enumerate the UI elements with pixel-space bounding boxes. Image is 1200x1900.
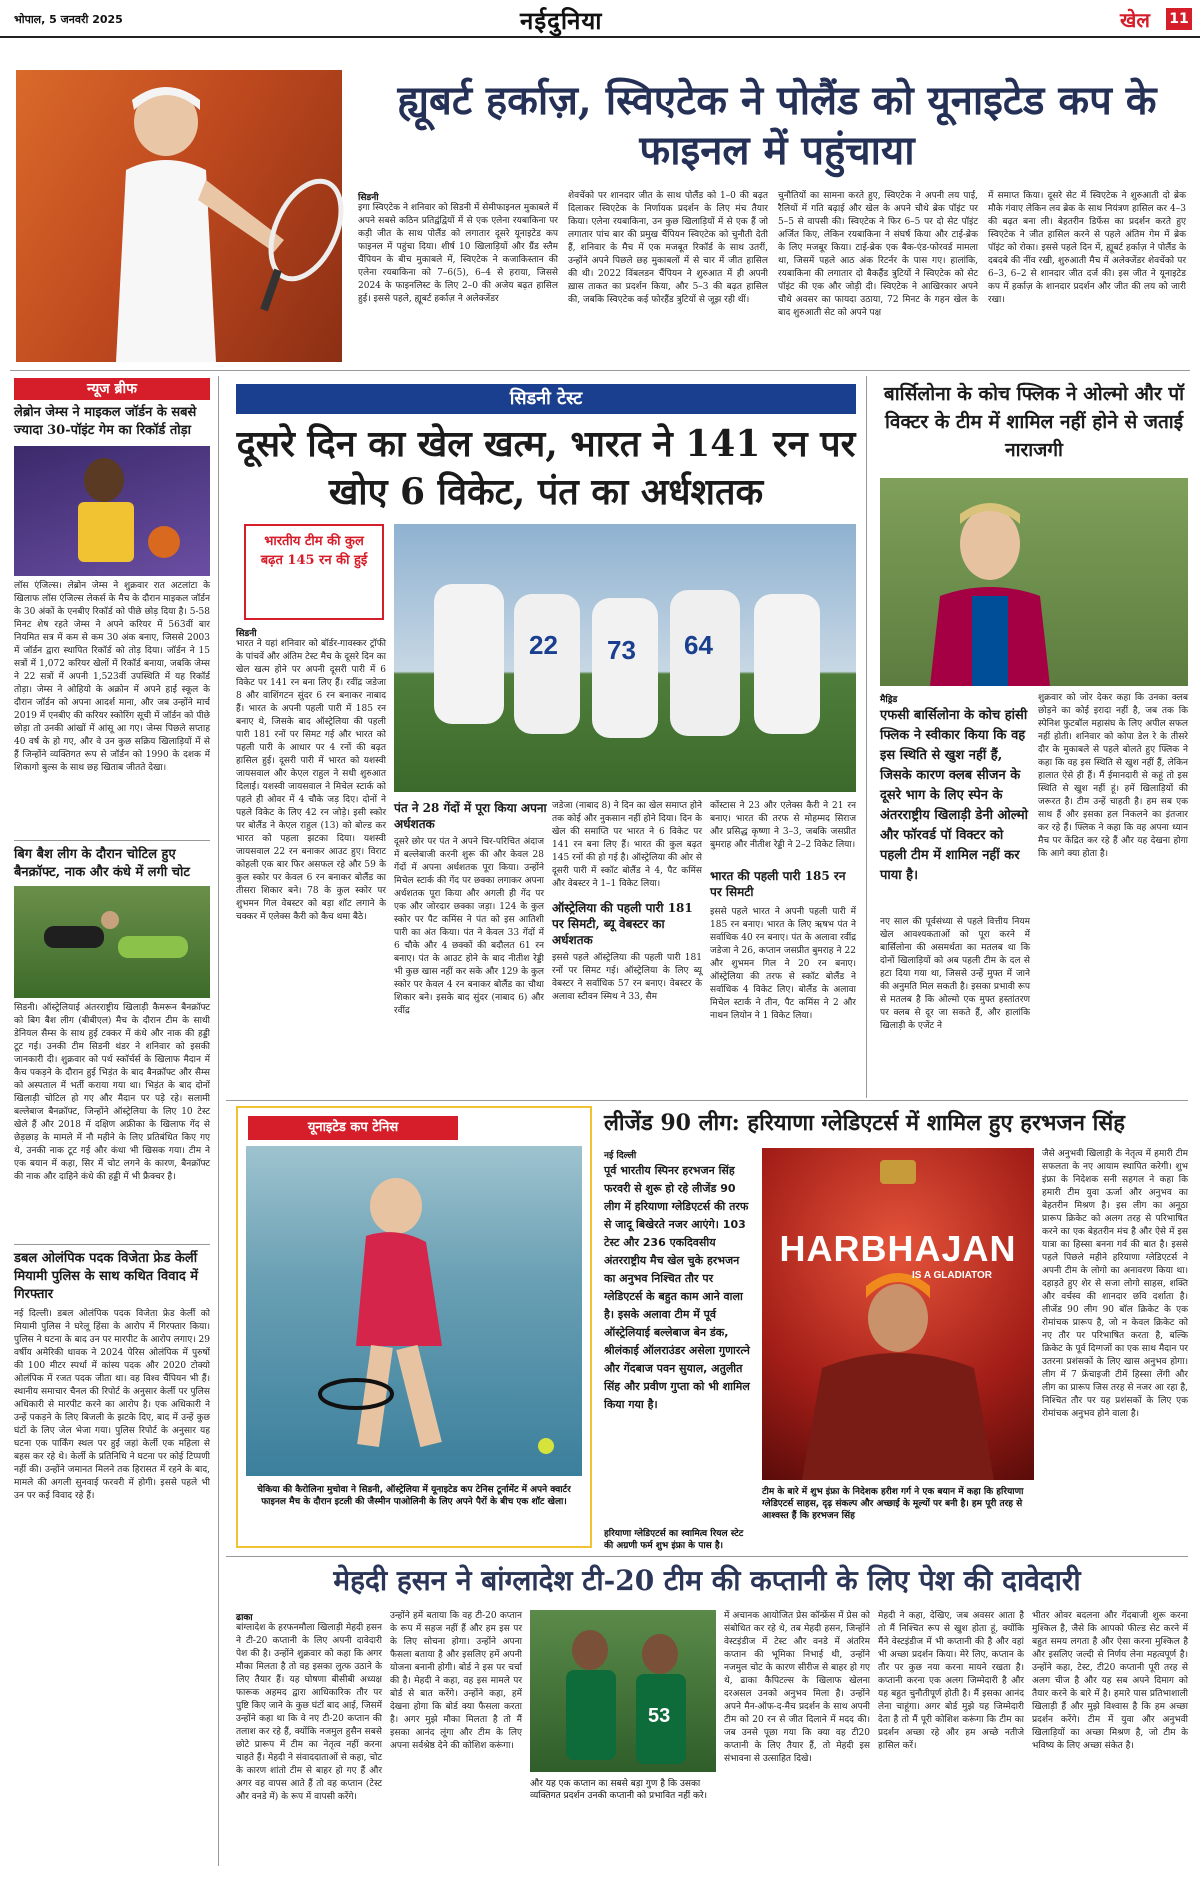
mehidy-photo-caption: और यह एक कप्तान का सबसे बड़ा गुण है कि उसका व्यक्तिगत प्रदर्शन उनकी कप्तानी को प्रभावित नहीं करे।	[530, 1779, 708, 1801]
tennis-player-illustration	[16, 70, 342, 362]
svg-text:73: 73	[607, 635, 636, 665]
sydney-col-4: कोंस्टास ने 23 और एलेक्स कैरी ने 21 रन बनाए। भारत की तरफ से मोहम्मद सिराज और प्रसिद्ध कृष्णा ने 3–3, जबकि जसप्रीत बुमराह और नीतीश रेड्डी ने 2–2 विकेट लिया।	[710, 801, 856, 850]
mehidy-col-4: मेहदी ने कहा, देखिए, जब अवसर आता है तो मैं निश्चित रूप से खुश होता हूं, क्योंकि मैंने वेस्टइंडीज में भी कप्तानी की है और वहां भी अच्छा प्रदर्शन किया। मेरे लिए, कप्तान के तौर पर कुछ नया करना मायने रखता है। कप्तानी करना एक अलग जिम्मेदारी है और यह बहुत चुनौतीपूर्ण होती है। मैं इसका आनंद लेना चाहूंगा। अगर बोर्ड मुझे यह जिम्मेदारी देता है तो मैं पूरी कोशिश करूंगा कि टीम का प्रदर्शन अच्छा रहे और हम अच्छे नतीजे हासिल करें।	[878, 1611, 1024, 1751]
mehidy-col-2: उन्होंने हमें बताया कि वह टी-20 कप्तान के रूप में सहज नहीं हैं और हम इस पर के लिए सोचना होगा। उन्होंने अपना फैसला बताया है और इसलिए हमें अपनी योजना बनानी होगी। बोर्ड ने इस पर चर्चा की है। मेहदी ने कहा, वह इस मामले पर बोर्ड से बात करेंगे। उन्होंने कहा, हमें देखना होगा कि बोर्ड क्या फैसला करता है। अगर मुझे मौका मिलता है तो मैं इसका आनंद लूंगा और टीम के लिए अपना सर्वश्रेष्ठ देने की कोशिश करूंगा।	[390, 1611, 522, 1751]
fielders-collision-illustration	[14, 886, 210, 998]
legends-col: जैसे अनुभवी खिलाड़ी के नेतृत्व में हमारी टीम सफलता के नए आयाम स्थापित करेगी। शुभ इंफ्रा के निदेशक सनी सहगल ने कहा कि हमारी टीम युवा ऊर्जा और अनुभव का बेहतरीन मिश्रण है। इस लीग का अनूठा प्रारूप क्रिकेट को अलग तरह से परिभाषित करने का एक बेहतरीन मंच है और ऐसे में इस यात्रा का हिस्सा बनना गर्व की बात है। इससे पहले पिछले महीने हरियाणा ग्लेडिएटर्स ने अपनी टीम के लोगो का अनावरण किया था। दहाड़ते हुए शेर से सजा लोगो साहस, शक्ति और वर्चस्व की शानदार छवि दर्शाता है। लीजेंड 90 लीग 90 बॉल क्रिकेट के एक रोमांचक प्रारूप है, जो न केवल क्रिकेट को नए तौर पर परिभाषित करता है, बल्कि क्रिकेट के पूर्व दिग्गजों का एक साथ मैदान पर उतरना प्रशंसकों के लिए खास अनुभव होगा। लीग में 7 फ्रेंचाइजी टीमें हिस्सा लेंगी और लीग का प्रारूप जिस तरह से नजर आ रहा है, निश्चित तौर पर यह प्रशंसकों के लिए एक रोमांचक अनुभव होने वाला है।	[1042, 1149, 1188, 1419]
mehidy-headline: मेहदी हसन ने बांग्लादेश टी-20 टीम की कप्तानी के लिए पेश की दावेदारी	[333, 1564, 1081, 1597]
sydney-dateline: सिडनी	[236, 629, 257, 639]
barca-headline: बार्सिलोना के कोच फ्लिक ने ओल्मो और पॉ विक्टर के टीम में शामिल नहीं होने से जताई नाराजगी	[883, 383, 1185, 461]
lead-col-3: चुनौतियों का सामना करते हुए, स्विएटेक ने अपनी लय पाई, रैलियों में गति बढ़ाई और खेल के अपने चौथे ब्रेक पॉइंट पर 5–5 से वापसी की। स्विएटेक ने फिर 6–5 पर दो सेट पॉइंट अर्जित किए, लेकिन रयबाकिना ने संघर्ष किया और टाई-ब्रेक के लिए मजबूर किया। टाई-ब्रेक एक बैक-एंड-फोरवर्ड मामला था, जिसमें पहले आठ अंक रिटर्नर के पास गए। हालांकि, रयबाकिना की लगातार दो बैकहैंड त्रुटियों ने स्विएटेक को सेट पॉइंट की एक और जोड़ी दी। स्विएटेक ने आखिरकार अपने चौथे अवसर का फायदा उठाया, 72 मिनट के गहन खेल के बाद शुरुआती सेट को अपने पक्ष	[778, 191, 978, 318]
gladiator-illustration	[762, 1148, 1034, 1480]
sydney-col-2: दूसरे छोर पर पंत ने अपने चिर-परिचित अंदाज में बल्लेबाजी करनी शुरू की और केवल 28 गेंदों में अपना अर्धशतक पूरा किया। उन्होंने मिचेल स्टार्क की गेंद पर छक्का लगाकर अपना अर्धशतक पूरा किया और अगली ही गेंद पर एक और जोरदार छक्का जड़ा। 124 के कुल स्कोर पर पैट कमिंस ने पंत को इस आतिशी पारी का अंत किया। पंत ने केवल 33 गेंदों में 6 चौके और 4 छक्कों की बदौलत 61 रन बनाए। पंत के आउट होने के बाद नीतीश रेड्डी भी कुछ खास नहीं कर सके और 129 के कुल स्कोर पर केवल 4 रन बनाकर बोलैंड का चौथा शिकार बने। इसके बाद सुंदर (नाबाद 6) और रवींद्र	[394, 837, 544, 1016]
svg-text:22: 22	[529, 630, 558, 660]
barca-col-1: नए साल की पूर्वसंध्या से पहले वित्तीय नियम खेल आवश्यकताओं को पूरा करने में बार्सिलोना की असमर्थता का मतलब था कि दोनों खिलाड़ियों को अब पहली टीम के दल से हटा दिया गया था, जिससे उन्हें मुफ्त में जाने की अनुमति मिल सकती है। इसका प्रभावी रूप से मतलब है कि ओल्मो एक मुफ्त हस्तांतरण पर क्लब से दूर जा सकते हैं, और हालांकि खिलाड़ी के एजेंट ने	[880, 917, 1030, 1031]
mehidy-photo	[530, 1610, 716, 1772]
divider	[10, 370, 1190, 371]
basketball-player-illustration	[14, 446, 210, 576]
brief-3-headline: डबल ओलंपिक पदक विजेता फ्रेड केर्ली मियामी पुलिस के साथ कथित विवाद में गिरफ्तार	[14, 1251, 199, 1302]
barca-dateline: मैड्रिड	[880, 695, 898, 705]
footballer-illustration	[880, 478, 1188, 686]
mehidy-col-3: में अचानक आयोजित प्रेस कॉन्फ्रेंस में प्रेस को संबोधित कर रहे थे, तब मेहदी हसन, जिन्होंने वेस्टइंडीज में टेस्ट और वनडे में अंतरिम कप्तान की भूमिका निभाई थी, उन्होंने नजमुल चोट के कारण सीरीज से बाहर हो गए थे, ढाका कैपिटल्स के खिलाफ खेलना दरअसल उनको अनुभव मिला है। उन्होंने अपने मैन-ऑफ-द-मैच प्रदर्शन के साथ अपनी टीम को 20 रन से जीत दिलाने में मदद की। जब उनसे पूछा गया कि क्या वह टी20 कप्तानी के लिए तैयार हैं, तो मेहदी इस संभावना से उत्साहित दिखे।	[724, 1611, 870, 1764]
issue-date: भोपाल, 5 जनवरी 2025	[14, 13, 123, 26]
sydney-subhead-2: भारत की पहली पारी 185 रन पर सिमटी	[710, 869, 846, 899]
sydney-pull-quote: भारतीय टीम की कुल बढ़त 145 रन की हुई	[260, 534, 368, 568]
sydney-kicker: सिडनी टेस्ट	[236, 384, 856, 414]
mehidy-col-1: बांग्लादेश के हरफनमौला खिलाड़ी मेहदी हसन ने टी-20 कप्तानी के लिए अपनी दावेदारी पेश की है। उन्होंने शुक्रवार को कहा कि अगर मौका मिलता है तो वह इसका लुत्फ उठाने के लिए तैयार हैं। यह घोषणा बीसीबी अध्यक्ष फारूक अहमद द्वारा आधिकारिक तौर पर पुष्टि किए जाने के कुछ घंटों बाद आई, जिसमें उन्होंने कहा था कि वे नए टी-20 कप्तान की तलाश कर रहे हैं, क्योंकि नजमुल हुसैन सबसे छोटे प्रारूप में टीम का नेतृत्व नहीं करना चाहते हैं। मेहदी ने संवाददाताओं से कहा, चोट के कारण शांतो टीम से बाहर हो गए हैं और अगर वह वापस आते हैं तो वह कप्तान (टेस्ट और वनडे में) के रूप में वापसी करेंगे।	[236, 1623, 382, 1802]
poster-name: HARBHAJAN	[779, 1228, 1017, 1269]
cricketers-illustration	[530, 1610, 716, 1772]
india-players-illustration	[394, 524, 856, 792]
barca-col-2: शुक्रवार को जोर देकर कहा कि उनका क्लब छोड़ने का कोई इरादा नहीं है, जब तक कि स्पेनिश फुटबॉल महासंघ के लिए अपील सफल नहीं होती। शनिवार को कोपा डेल रे के तीसरे दौर के मुकाबले से पहले बोलते हुए फ्लिक ने कहा कि वह इस स्थिति से खुश नहीं हैं, लेकिन हालात ऐसे ही हैं। मैं ईमानदारी से कहूं तो इस स्थिति से खुश नहीं हूं। हमें खिलाड़ियों की जरूरत है। टीम उन्हें चाहती है। हम सब एक साथ हैं और इसका हल निकलने का इंतजार कर रहे हैं। फ्लिक ने कहा कि वह अपना ध्यान मैच पर केंद्रित कर रहे हैं और यह देखना होगा कि आगे क्या होता है।	[1038, 693, 1188, 859]
legends-dateline: नई दिल्ली	[604, 1151, 637, 1161]
india-team-photo	[394, 524, 856, 792]
harbhajan-poster	[762, 1148, 1034, 1480]
paper-logo: नईदुनिया	[520, 6, 603, 35]
svg-text:53: 53	[648, 1705, 671, 1727]
sydney-col-3b: इससे पहले ऑस्ट्रेलिया की पहली पारी 181 रनों पर सिमट गई। ऑस्ट्रेलिया के लिए ब्यू वेबस्टर ने सर्वाधिक 57 रन बनाए। वेबस्टर के अलावा स्टीवन स्मिथ ने 33, सैम	[552, 953, 702, 1002]
tennis-player-illustration	[246, 1146, 582, 1476]
lead-col-1: इगा स्विएटेक ने शनिवार को सिडनी में सेमीफाइनल मुकाबले में अपने सबसे कठिन प्रतिद्वंद्वियों में से एक एलेना रयबाकिना पर कड़ी जीत के साथ पोलैंड को लगातार दूसरे यूनाइटेड कप फाइनल में पहुंचा दिया। शीर्ष 10 खिलाड़ियों और ग्रैंड स्लैम चैंपियन के बीच मुकाबले में, स्विएटेक ने कजाकिस्तान की एलेना रयबाकिना को 7–6(5), 6–4 से हराया, जिससे 2024 के फाइनलिस्ट के लिए 2–0 की अजेय बढ़त हासिल हुई। इससे पहले, ह्यूबर्ट हर्काज़ ने अलेक्जेंडर	[358, 203, 558, 304]
news-brief-label: न्यूज ब्रीफ	[14, 378, 210, 400]
page-number: 11	[1166, 8, 1192, 30]
brief-3-body: नई दिल्ली। डबल ओलंपिक पदक विजेता फ्रेड केर्ली को मियामी पुलिस ने घरेलू हिंसा के आरोप में गिरफ्तार किया। पुलिस ने घटना के बाद उन पर मारपीट के आरोप लगाए। 29 वर्षीय अमेरिकी धावक ने 2024 पेरिस ओलंपिक में पुरुषों की 100 मीटर स्पर्धा में कांस्य पदक और 2020 टोक्यो ओलंपिक में रजत पदक जीता था। वह विश्व चैंपियन भी हैं। स्थानीय समाचार चैनल की रिपोर्ट के अनुसार केर्ली पर पुलिस अधिकारी से मारपीट करने का आरोप है। एक अधिकारी ने उन्हें पकड़ने के लिए बिजली के झटके दिए, बाद में उन्हें कुछ घंटों के लिए जेल भेजा गया। पुलिस रिपोर्ट के अनुसार यह घटना एक पार्किंग स्थल पर हुई जहां केर्ली एक महिला से बहस कर रहे थे। केर्ली के प्रतिनिधि ने घटना पर कोई टिप्पणी नहीं की। उन्होंने जमानत मिलने तक हिरासत में रहने के बाद, मामले की अगली सुनवाई फरवरी में होगी। इससे पहले भी उन पर कई विवाद रहे हैं।	[14, 1309, 210, 1501]
sydney-col-3: जडेजा (नाबाद 8) ने दिन का खेल समाप्त होने तक कोई और नुकसान नहीं होने दिया। दिन के खेल की समाप्ति पर भारत ने 6 विकेट पर 141 रन बना लिए हैं। भारत की कुल बढ़त 145 रनों की हो गई है। ऑस्ट्रेलिया की ओर से दूसरी पारी में स्कॉट बोलैंड ने 4, पैट कमिंस और वेबस्टर ने 1–1 विकेट लिया।	[552, 801, 702, 889]
poster-tagline: IS A GLADIATOR	[912, 1270, 992, 1281]
divider	[14, 840, 210, 841]
legends-caption-left: हरियाणा ग्लेडिएटर्स का स्वामित्व रियल स्टेट की अग्रणी फर्म शुभ इंफ्रा के पास है।	[604, 1529, 744, 1551]
lebron-photo	[14, 446, 210, 576]
legends-caption-right: टीम के बारे में शुभ इंफ्रा के निदेशक हरीश गर्ग ने एक बयान में कहा कि हरियाणा ग्लेडिएटर्स साहस, दृढ़ संकल्प और अच्छाई के मूल्यों पर बनी है। हम पूरी तरह से आश्वस्त हैं कि हरभजन सिंह	[762, 1487, 1024, 1521]
divider	[226, 1100, 1188, 1101]
brief-1-headline: लेब्रोन जेम्स ने माइकल जॉर्डन के सबसे ज्यादा 30-पॉइंट गेम का रिकॉर्ड तोड़ा	[14, 405, 197, 438]
bancroft-photo	[14, 886, 210, 998]
sydney-pull-box	[244, 524, 384, 620]
divider	[14, 1244, 210, 1245]
sydney-col-4b: इससे पहले भारत ने अपनी पहली पारी में 185 रन बनाए। भारत के लिए ऋषभ पंत ने सर्वाधिक 40 रन बनाए। पंत के अलावा रवींद्र जडेजा ने 26, कप्तान जसप्रीत बुमराह ने 22 और शुभमन गिल ने 20 रन बनाए। ऑस्ट्रेलिया की तरफ से स्कॉट बोलैंड ने सर्वाधिक 4 विकेट लिए। बोलैंड के अलावा मिचेल स्टार्क ने तीन, पैट कमिंस ने 2 और नाथन लियोन ने 1 विकेट लिया।	[710, 907, 856, 1021]
mehidy-col-5: भीतर ओवर बदलना और गेंदबाजी शुरू करना मुश्किल है, जैसे कि आपको फील्ड सेट करने में बहुत समय लगता है और ऐसा करना मुश्किल है और इसलिए जल्दी से निर्णय लेना महत्वपूर्ण है। उन्होंने कहा, टेस्ट, टी20 कप्तानी पूरी तरह से अलग चीज है और यह सब अपने दिमाग को तैयार करने के बारे में है। हमारे पास प्रतिभाशाली खिलाड़ी हैं और मुझे विश्वास है कि हम अच्छा प्रदर्शन करेंगे। टीम में युवा और अनुभवी खिलाड़ियों का अच्छा मिश्रण है, जो टीम के भविष्य के लिए अच्छा संकेत है।	[1032, 1611, 1188, 1751]
lead-col-4: में समाप्त किया। दूसरे सेट में स्विएटेक ने शुरुआती दो ब्रेक मौके गंवाए लेकिन लव ब्रेक के साथ नियंत्रण हासिल कर 4–3 की बढ़त बना ली। बेहतरीन डिफेंस का प्रदर्शन करते हुए स्विएटेक ने जीत हासिल करने से पहले अंतिम गेम में ब्रेक पॉइंट को रोका। इससे पहले दिन में, ह्यूबर्ट हर्काज़ ने पोलैंड के दबदबे की नींव रखी, शुरुआती मैच में अलेक्जेंडर शेवचेंको पर 6–3, 6–2 से शानदार जीत दर्ज की। इस जीत ने यूनाइटेड कप में हर्काज़ के शानदार प्रदर्शन और जीत की लय को जारी रखा।	[988, 191, 1186, 305]
lead-col-2: शेवचेंको पर शानदार जीत के साथ पोलैंड को 1–0 की बढ़त दिलाकर स्विएटेक के निर्णायक प्रदर्शन के लिए मंच तैयार किया। एलेना रयबाकिना, उन कुछ खिलाड़ियों में से एक हैं जो लगातार पांच बार की प्रमुख चैंपियन स्विएटेक को चुनौती देती हैं, शनिवार के मैच में एक मजबूत रिकॉर्ड के साथ उतरीं, उन्होंने अपने पिछले छह मुकाबलों में से चार में जीत हासिल की थी। 2022 विंबलडन चैंपियन ने शुरुआत में ही अपनी ख़ास ताकत का प्रदर्शन किया, और 5–3 की बढ़त हासिल की, जबकि स्विएटेक कई फोरहैंड त्रुटियों से जूझ रही थीं।	[568, 191, 768, 305]
divider	[218, 376, 219, 1866]
masthead	[0, 0, 1200, 38]
sydney-headline: दूसरे दिन का खेल खत्म, भारत ने 141 रन पर खोए 6 विकेट, पंत का अर्धशतक	[236, 423, 856, 513]
divider	[226, 1556, 1188, 1557]
united-cup-caption: चेकिया की कैरोलिना मुचोवा ने सिडनी, ऑस्ट्रेलिया में यूनाइटेड कप टेनिस टूर्नामेंट में अपने क्वार्टर फाइनल मैच के दौरान इटली की जैस्मीन पाओलिनी के लिए अपने पैरों के बीच एक शॉट खेला।	[257, 1485, 571, 1507]
divider	[866, 376, 867, 1098]
sydney-subhead-1: ऑस्ट्रेलिया की पहली पारी 181 पर सिमटी, ब्यू वेबस्टर का अर्धशतक	[552, 901, 693, 947]
legends-lead: पूर्व भारतीय स्पिनर हरभजन सिंह फरवरी से शुरू हो रहे लीजेंड 90 लीग में हरियाणा ग्लेडिएटर्स की तरफ से जादू बिखेरते नजर आएंगे। 103 टेस्ट और 236 एकदिवसीय अंतरराष्ट्रीय मैच खेल चुके हरभजन का अनुभव निश्चित तौर पर ग्लेडिएटर्स के बहुत काम आने वाला है। इसके अलावा टीम में पूर्व ऑस्ट्रेलियाई बल्लेबाज बेन डंक, श्रीलंकाई ऑलराउंडर असेला गुणारत्ने और गेंदबाज पवन सुयाल, अतुलीत सिंह और प्रवीण गुप्ता को भी शामिल किया गया है।	[604, 1164, 750, 1411]
lead-headline: ह्यूबर्ट हर्काज़, स्विएटेक ने पोलैंड को यूनाइटेड कप के फाइनल में पहुंचाया	[397, 77, 1157, 174]
olmo-photo	[880, 478, 1188, 686]
sydney-photo-caption: पंत ने 28 गेंदों में पूरा किया अपना अर्धशतक	[394, 801, 547, 831]
barca-pull-quote: एफसी बार्सिलोना के कोच हांसी फ्लिक ने स्वीकार किया कि वह इस स्थिति से खुश नहीं हैं, जिसके कारण क्लब सीजन के दूसरे भाग के लिए स्पेन के अंतरराष्ट्रीय खिलाड़ी डेनी ओल्मो और फॉरवर्ड पॉ विक्टर को पहली टीम में शामिल नहीं कर पाया है।	[880, 708, 1029, 883]
brief-2-body: सिडनी। ऑस्ट्रेलियाई अंतरराष्ट्रीय खिलाड़ी कैमरून बैनक्रॉफ्ट को बिग बैश लीग (बीबीएल) मैच के दौरान टीम के साथी डेनियल सैम्स के साथ हुई टक्कर में कंधे और नाक की हड्डी टूट गई। उनकी टीम सिडनी थंडर ने शनिवार को इसकी जानकारी दी। शुक्रवार को पर्थ स्कॉर्चर्स के खिलाफ मैदान में कैच पकड़ने के दौरान हुई भिड़ंत के बाद बैनक्रॉफ्ट और सैम्स को अस्पताल में भर्ती कराया गया था। भिड़ंत के बाद दोनों खिलाड़ी चोटिल हो गए और मैदान पर पड़े रहे। सलामी बल्लेबाज बैनक्रॉफ्ट, जिन्होंने ऑस्ट्रेलिया के लिए 10 टेस्ट खेले हैं और 2018 में दक्षिण अफ्रीका के खिलाफ गेंद से छेड़छाड़ के मामले में नौ महीने के लिए प्रतिबंधित किए गए थे, उनकी नाक टूट गई और कंधा भी खिसक गया। टीम ने एक बयान में कहा, सिर में चोट लगने के कारण, बैनक्रॉफ्ट की नाक और दाहिने कंधे की हड्डी में भी फ्रैक्चर है।	[14, 1003, 210, 1182]
mehidy-dateline: ढाका	[236, 1613, 253, 1623]
svg-text:64: 64	[684, 630, 713, 660]
lead-dateline: सिडनी	[358, 193, 379, 203]
legends-headline: लीजेंड 90 लीग: हरियाणा ग्लेडिएटर्स में शामिल हुए हरभजन सिंह	[604, 1110, 1125, 1136]
united-cup-box	[236, 1106, 592, 1548]
brief-2-headline: बिग बैश लीग के दौरान चोटिल हुए बैनक्रॉफ्ट, नाक और कंधे में लगी चोट	[14, 847, 190, 880]
section-name: खेल	[1120, 8, 1150, 32]
sydney-col-1: भारत ने यहां शनिवार को बॉर्डर-गावस्कर ट्रॉफी के पांचवें और अंतिम टेस्ट मैच के दूसरे दिन का खेल खत्म होने पर अपनी दूसरी पारी में 6 विकेट पर 141 रन बना लिए हैं। रवींद्र जडेजा 8 और वाशिंगटन सुंदर 6 रन बनाकर नाबाद हैं। भारत के अपनी पहली पारी में 185 रन बनाए थे, जिसके बाद ऑस्ट्रेलिया की पहली पारी 181 रनों पर सिमट गई और भारत को पहली पारी के आधार पर 4 रनों की बढ़त हासिल हुई। दूसरी पारी में भारत को यशस्वी जायसवाल और केएल राहुल ने सधी शुरुआत दिलाई। यशस्वी जायसवाल ने मिचेल स्टार्क को पहले ही ओवर में 4 चौके जड़ दिए। दोनों ने पहले विकेट के लिए 42 रन जोड़े। इसी स्कोर पर बोलैंड ने केएल राहुल (13) को बोल्ड कर भारत को पहला झटका दिया। यशस्वी जायसवाल 22 रन बनाकर आउट हुए। विराट कोहली एक बार फिर असफल रहे और 59 के कुल स्कोर पर केवल 6 रन बनाकर बोलैंड का तीसरा शिकार बने। 78 के कुल स्कोर पर शुभमन गिल वेबस्टर को बड़ा शॉट लगाने के चक्कर में एलेक्स कैरी को कैच थमा बैठे।	[236, 639, 386, 922]
united-cup-label: यूनाइटेड कप टेनिस	[248, 1116, 458, 1140]
brief-1-body: लॉस एंजिल्स। लेब्रोन जेम्स ने शुक्रवार रात अटलांटा के खिलाफ लॉस एंजिल्स लेकर्स के मैच के दौरान माइकल जॉर्डन के 30 अंकों के एनबीए रिकॉर्ड को पीछे छोड़ दिया है। 5-58 मिनट शेष रहते जेम्स ने अपने करियर में 563वीं बार नियमित सत्र में कम से कम 30 अंक बनाए, जिससे 2003 में जॉर्डन द्वारा स्थापित रिकॉर्ड को तोड़ दिया। जॉर्डन ने 15 सत्रों में 1,072 करियर खेलों में रिकॉर्ड बनाया, जबकि जेम्स ने 22 सत्रों में अपनी 1,523वीं उपस्थिति में यह रिकॉर्ड तोड़ा। जेम्स ने ओहियो के अक्रोन में अपने हाई स्कूल के दौरान जॉर्डन को अपना आदर्श माना, और जब उन्होंने मार्च 2019 में एनबीए की करियर स्कोरिंग सूची में जॉर्डन को पीछे छोड़ा तो उनकी आंखों में आंसू आ गए। जेम्स पिछले सप्ताह 40 वर्ष के हो गए, और वे उन कुछ सक्रिय खिलाड़ियों में से हैं जिन्होंने व्यक्तिगत रूप से जॉर्डन को 1990 के दशक में शिकागो बुल्स के साथ छह खिताब जीतते देखा।	[14, 581, 210, 773]
muchova-photo	[246, 1146, 582, 1476]
swiatek-photo	[16, 70, 342, 362]
